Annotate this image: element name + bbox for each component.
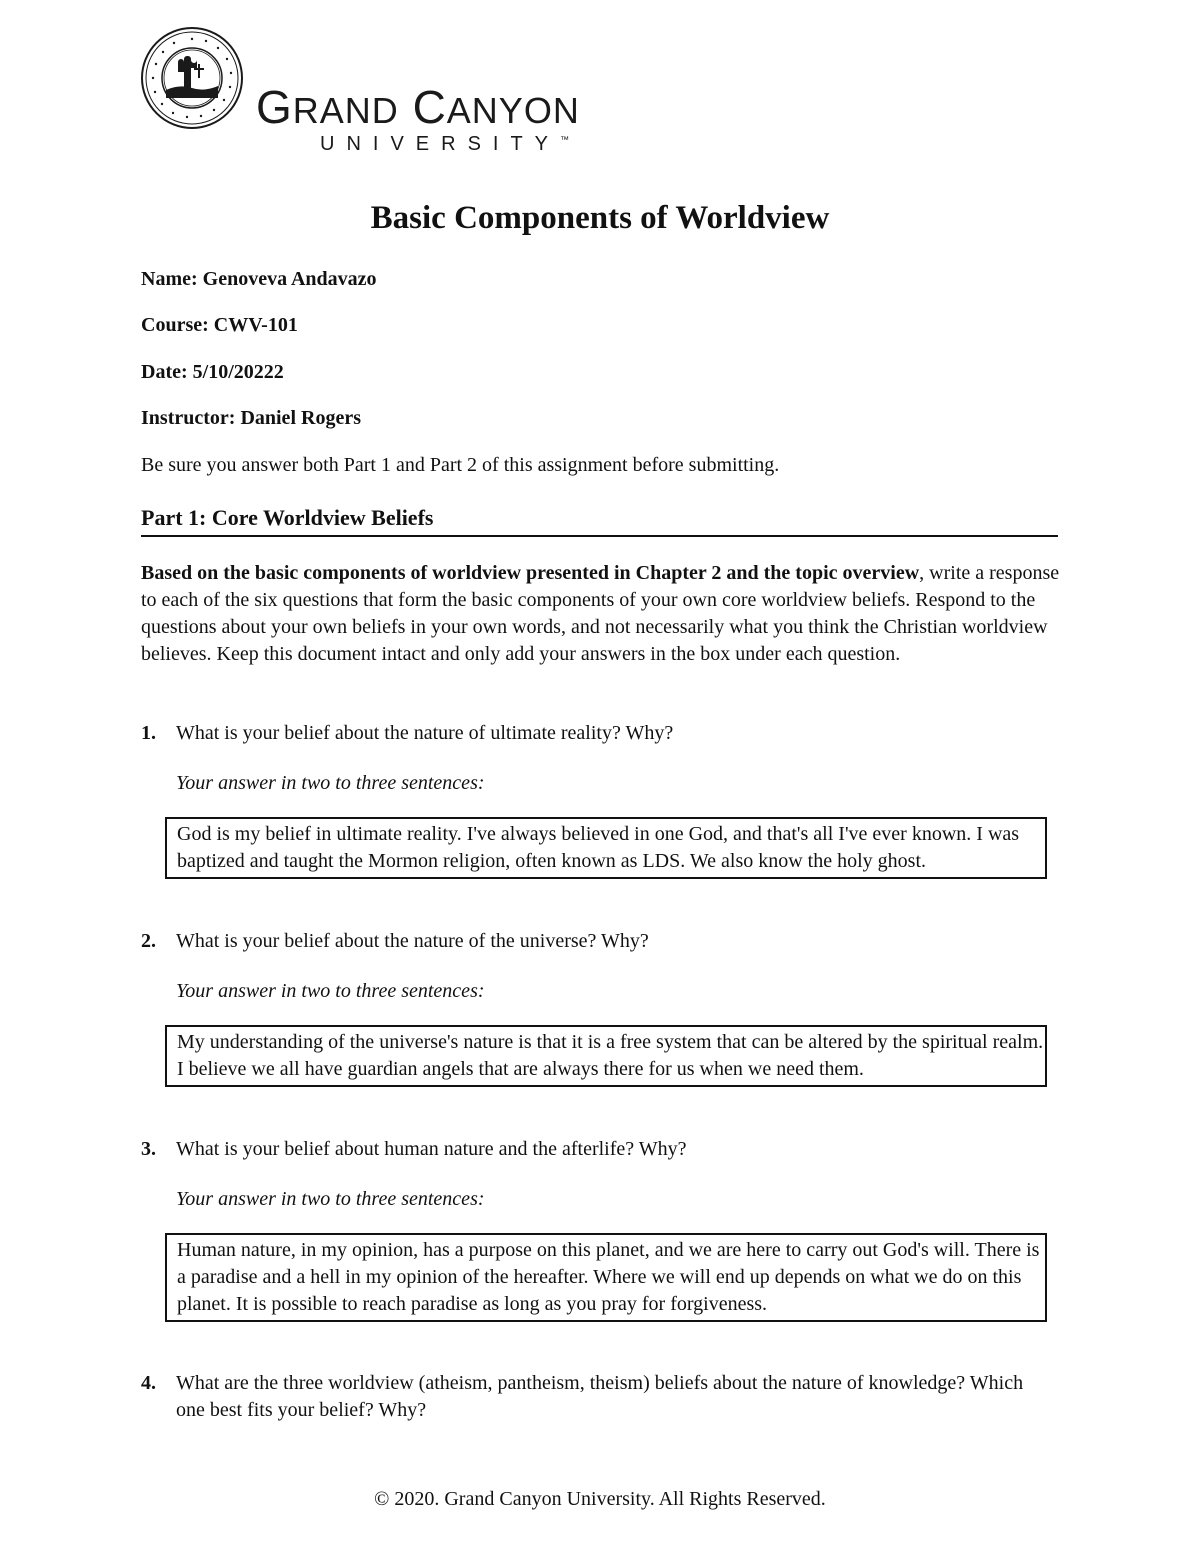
question-1 bbox=[141, 720, 1041, 747]
question-3 bbox=[141, 1136, 1041, 1163]
question-number: 2. bbox=[141, 930, 156, 952]
answer-prompt: Your answer in two to three sentences: bbox=[176, 772, 485, 794]
course-line bbox=[141, 314, 298, 337]
course-value: CWV-101 bbox=[213, 314, 298, 336]
name-label: Name: bbox=[141, 268, 198, 290]
answer-box-1[interactable]: God is my belief in ultimate reality. I've always believed in one God, and that's all I've ever known. I was baptized and taught the Mormon religion, often known as LDS. We also know the holy ghost. bbox=[165, 817, 1047, 879]
intro-text: , write a response to each of the six questions that form the basic components of your own core worldview beliefs. Respond to the questions about your own beliefs in your own words, and not necessarily what you think the Christian worldview believes. Keep this document intact and only add your answers in the box under each question. bbox=[141, 562, 1060, 665]
page-title: Basic Components of Worldview bbox=[370, 200, 830, 236]
answer-box-2[interactable]: My understanding of the universe's nature is that it is a free system that can be altered by the spiritual realm. I believe we all have guardian angels that are always there for us when we need them. bbox=[165, 1025, 1047, 1087]
university-seal-icon bbox=[140, 26, 244, 130]
name-value: Genoveva Andavazo bbox=[202, 268, 377, 290]
question-text: What is your belief about human nature and the afterlife? Why? bbox=[176, 1138, 687, 1160]
date-label: Date: bbox=[141, 361, 188, 383]
instructor-label: Instructor: bbox=[141, 407, 236, 429]
course-label: Course: bbox=[141, 314, 209, 336]
answer-prompt: Your answer in two to three sentences: bbox=[176, 980, 485, 1002]
question-text: What is your belief about the nature of the universe? Why? bbox=[176, 930, 649, 952]
question-number: 3. bbox=[141, 1138, 156, 1160]
instructor-line bbox=[141, 407, 361, 430]
university-logo bbox=[140, 26, 620, 155]
date-value: 5/10/20222 bbox=[192, 361, 284, 383]
question-text: What is your belief about the nature of ultimate reality? Why? bbox=[176, 722, 674, 744]
part1-intro bbox=[141, 560, 1061, 668]
question-number: 1. bbox=[141, 722, 156, 744]
logo-wordmark: GRAND CANYON bbox=[256, 81, 580, 133]
answer-box-3[interactable]: Human nature, in my opinion, has a purpose on this planet, and we are here to carry out God's will. There is a paradise and a hell in my opinion of the hereafter. Where we will end up depends on what we do on this planet. It is possible to reach paradise as long as you pray for forgiveness. bbox=[165, 1233, 1047, 1322]
intro-bold-text: Based on the basic components of worldview presented in Chapter 2 and the topic overview bbox=[141, 562, 920, 584]
instructor-value: Daniel Rogers bbox=[240, 407, 361, 429]
question-text: What are the three worldview (atheism, pantheism, theism) beliefs about the nature of knowledge? Which one best fits your belief? Why? bbox=[176, 1372, 1024, 1421]
copyright-footer: © 2020. Grand Canyon University. All Rights Reserved. bbox=[374, 1488, 826, 1510]
logo-subtitle: UNIVERSITY™ bbox=[320, 133, 570, 155]
part1-heading: Part 1: Core Worldview Beliefs bbox=[141, 505, 1058, 537]
question-2 bbox=[141, 928, 1041, 955]
question-4 bbox=[141, 1370, 1041, 1424]
date-line bbox=[141, 361, 284, 384]
instruction-text: Be sure you answer both Part 1 and Part 2 of this assignment before submitting. bbox=[141, 454, 780, 476]
question-number: 4. bbox=[141, 1372, 156, 1394]
answer-prompt: Your answer in two to three sentences: bbox=[176, 1188, 485, 1210]
name-line bbox=[141, 268, 377, 291]
